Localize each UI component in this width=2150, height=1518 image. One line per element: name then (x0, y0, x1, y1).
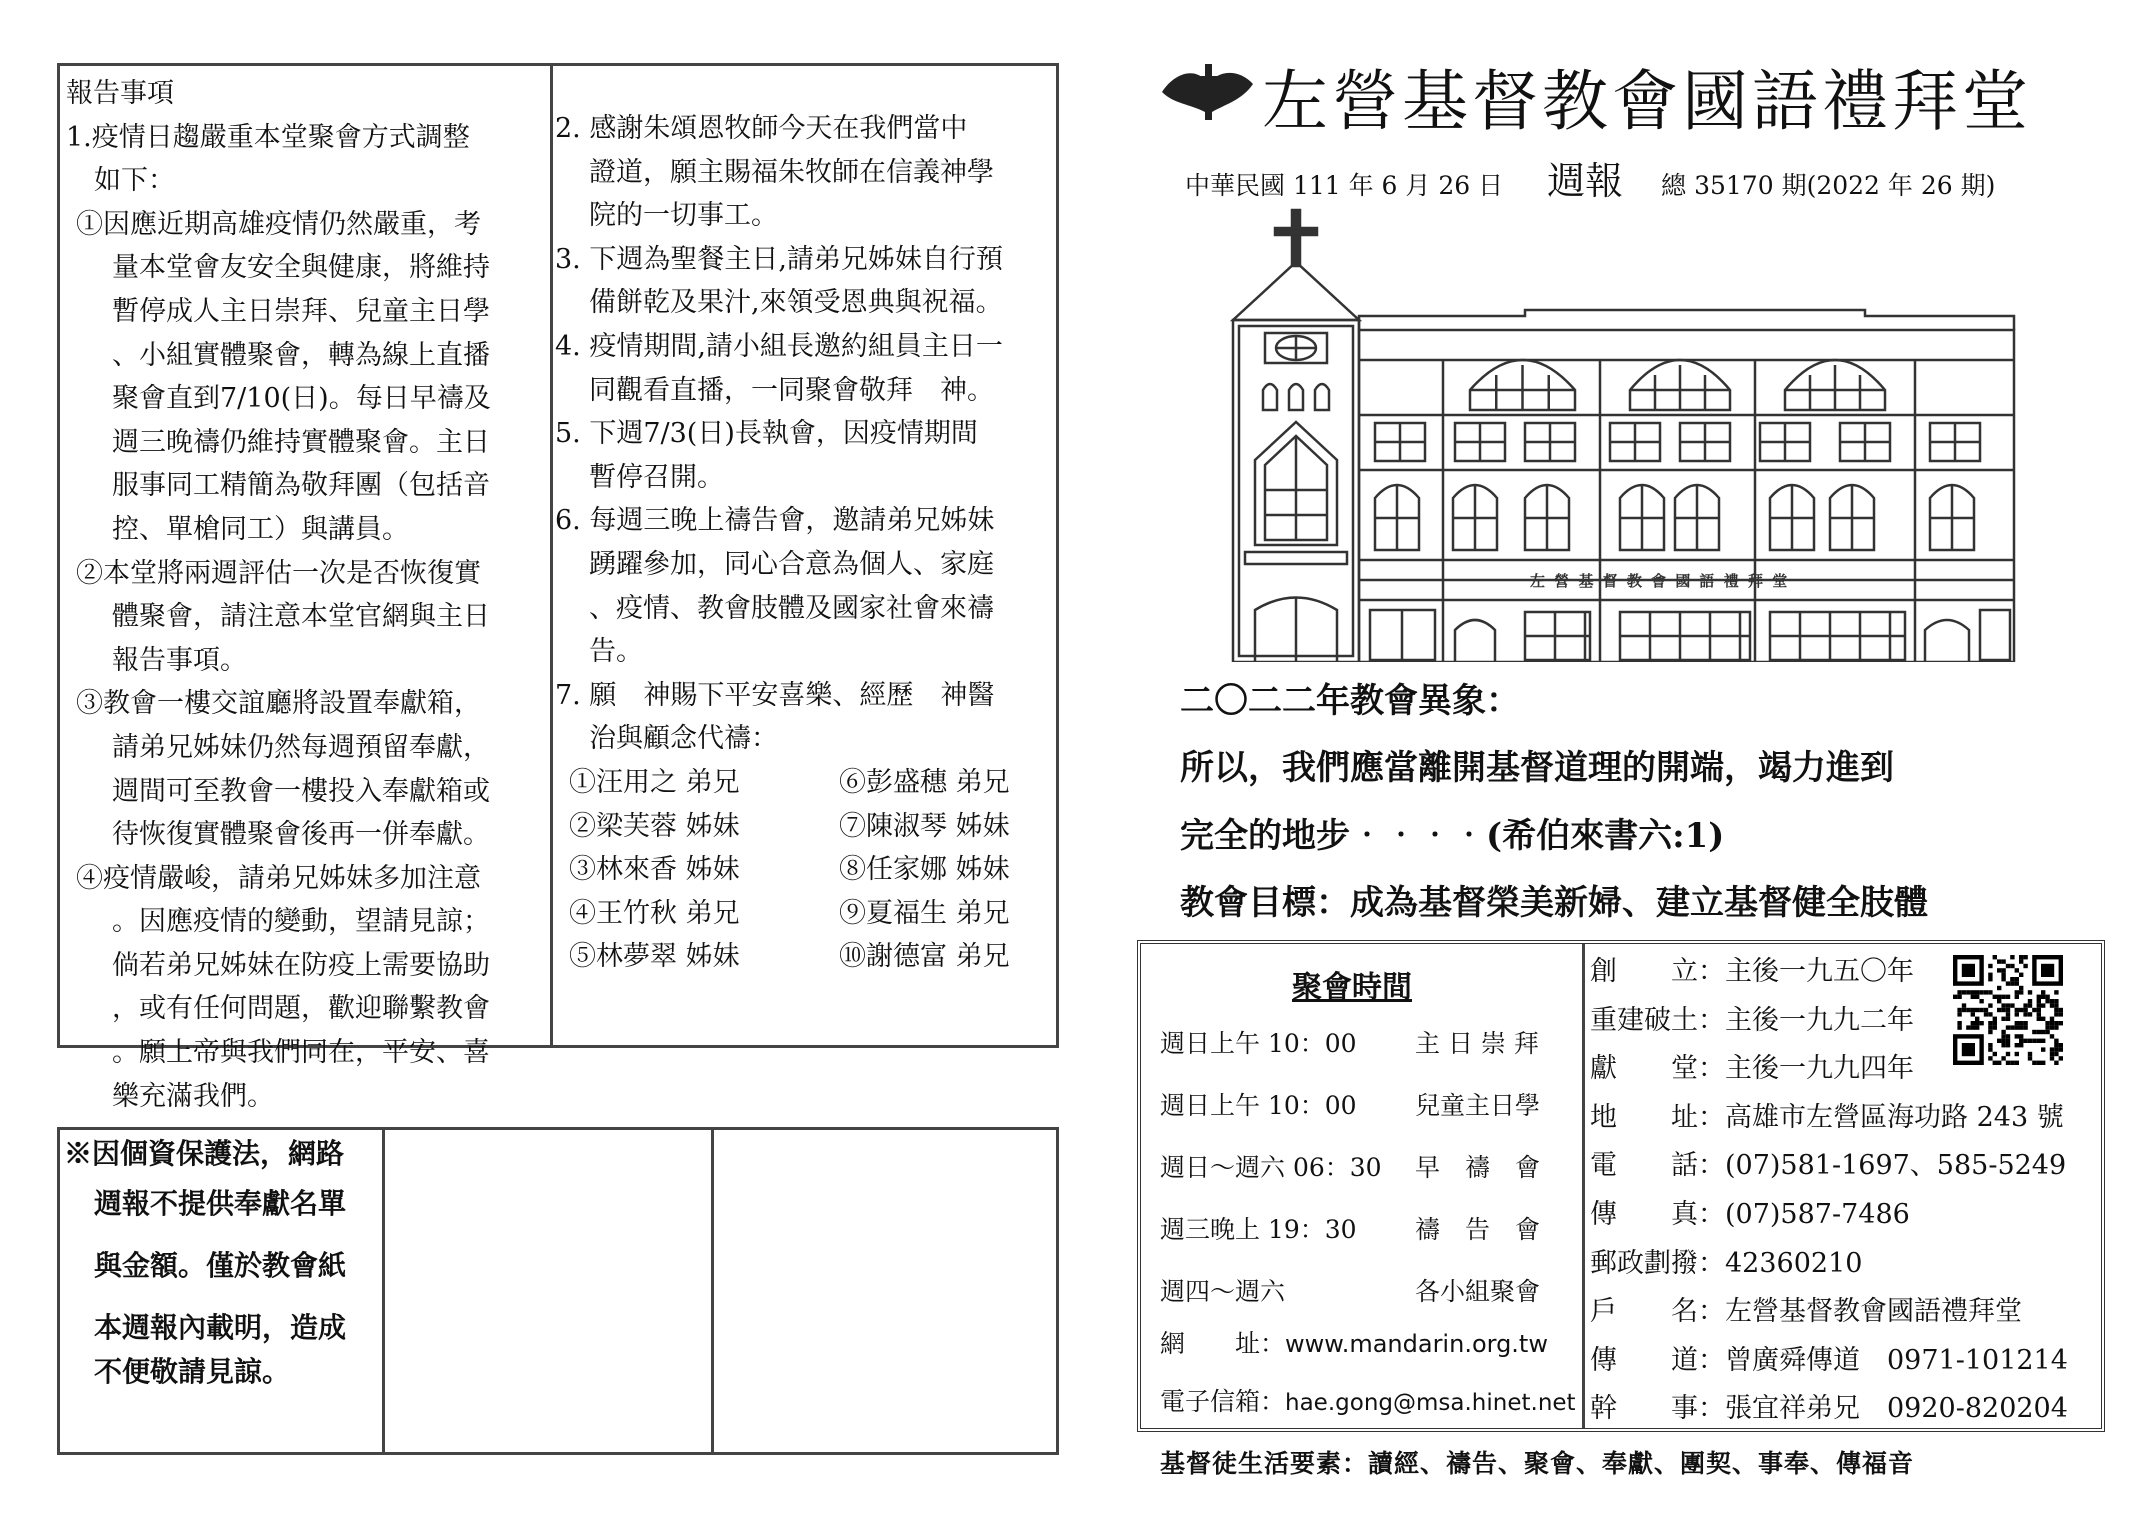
church-info-value: 張宜祥弟兄 0920-820204 (1725, 1393, 2068, 1425)
meeting-time: 週三晚上 19：30 (1160, 1215, 1357, 1244)
meeting-info-divider (1582, 944, 1585, 1428)
announcement-line: 。願上帝與我們同在，平安、喜 (112, 1037, 490, 1069)
church-info-label: 郵政劃撥： (1590, 1247, 1725, 1279)
meeting-times-list (1160, 1013, 1560, 1323)
announcement-line: 3. 下週為聖餐主日,請弟兄姊妹自行預 (555, 243, 1003, 275)
qr-code-icon[interactable] (1953, 955, 2063, 1065)
church-info-row (1590, 1240, 2068, 1289)
prayer-name: ③林來香 姊妹 (569, 854, 740, 886)
announcement-line: 週三晚禱仍維持實體聚會。主日 (112, 426, 490, 458)
church-info-value: 主後一九九四年 (1725, 1053, 1914, 1085)
announcement-line: 倘若弟兄姊妹在防疫上需要協助 (112, 949, 490, 981)
meeting-name: 主 日 崇 拜 (1415, 1029, 1539, 1058)
church-info-label: 傳 真： (1590, 1198, 1725, 1230)
announcement-line: ①因應近期高雄疫情仍然嚴重，考 (76, 208, 481, 240)
announcement-line: 、疫情、教會肢體及國家社會來禱 (589, 592, 994, 624)
bulletin-label: 週報 (1547, 159, 1624, 203)
prayer-list-row (555, 848, 1055, 892)
prayer-name: ①汪用之 弟兄 (569, 766, 740, 798)
privacy-line: 不便敬請見諒。 (94, 1355, 291, 1388)
announcements-divider (550, 63, 553, 1048)
church-info-label: 獻 堂： (1590, 1053, 1725, 1085)
announcement-line: 如下： (94, 165, 175, 197)
announcement-line: 樂充滿我們。 (112, 1080, 274, 1112)
prayer-name: ⑦陳淑琴 姊妹 (839, 810, 1010, 842)
prayer-name: ④王竹秋 弟兄 (569, 897, 740, 929)
church-info-value: (07)587-7486 (1725, 1198, 1910, 1230)
church-info-row (1590, 1142, 2068, 1191)
announcement-line: 請弟兄姊妹仍然每週預留奉獻， (112, 731, 490, 763)
email-row (1160, 1371, 1576, 1434)
church-info-label: 戶 名： (1590, 1296, 1725, 1328)
prayer-name: ⑩謝德富 弟兄 (839, 941, 1010, 973)
vision-heading: 二〇二二年教會異象： (1180, 681, 1520, 721)
announcement-line: 、小組實體聚會，轉為線上直播 (112, 339, 490, 371)
church-info-row (1590, 1385, 2068, 1434)
issue-number: 總 35170 期(2022 年 26 期) (1661, 171, 1996, 200)
church-logo (1160, 62, 1255, 122)
meeting-time: 週四～週六 (1160, 1277, 1286, 1306)
announcement-line: ③教會一樓交誼廳將設置奉獻箱， (76, 688, 481, 720)
meeting-time: 週日上午 10：00 (1160, 1029, 1357, 1058)
church-info-label: 電 話： (1590, 1150, 1725, 1182)
meeting-row (1160, 1137, 1560, 1199)
meeting-row (1160, 1013, 1560, 1075)
prayer-list-row (555, 805, 1055, 849)
church-info-row (1590, 1094, 2068, 1143)
church-info-label: 幹 事： (1590, 1393, 1725, 1425)
announcement-line: 4. 疫情期間,請小組長邀約組員主日一 (555, 330, 1003, 362)
prayer-list-row (555, 935, 1055, 979)
prayer-name: ②梁芙蓉 姊妹 (569, 810, 740, 842)
announcement-line: 。因應疫情的變動，望請見諒； (112, 906, 490, 938)
prayer-list-row (555, 892, 1055, 936)
announcement-line: 同觀看直播，一同聚會敬拜 神。 (589, 374, 994, 406)
announcement-line: 控、單槍同工）與講員。 (112, 513, 409, 545)
privacy-line: 與金額。僅於教會紙 (94, 1249, 347, 1282)
announcement-line: 1.疫情日趨嚴重本堂聚會方式調整 (66, 121, 470, 153)
announcement-line: ④疫情嚴峻，請弟兄姊妹多加注意 (76, 862, 481, 894)
church-info-value: (07)581-1697、585-5249 (1725, 1150, 2067, 1182)
meeting-name: 早 禱 會 (1415, 1153, 1541, 1182)
announcement-line: 量本堂會友安全與健康，將維持 (112, 252, 490, 284)
announcement-line: 暫停召開。 (589, 461, 724, 493)
prayer-name: ⑧任家娜 姊妹 (839, 854, 1010, 886)
announcement-line: ②本堂將兩週評估一次是否恢復實 (76, 557, 481, 589)
footer-essentials: 基督徒生活要素：讀經、禱告、聚會、奉獻、團契、事奉、傳福音 (1160, 1449, 1915, 1478)
announcement-line: 體聚會，請注意本堂官網與主日 (112, 601, 490, 633)
privacy-divider-1 (382, 1127, 385, 1455)
announcement-line: 報告事項。 (112, 644, 247, 676)
meeting-row (1160, 1075, 1560, 1137)
announcement-line: 服事同工精簡為敬拜團（包括音 (112, 470, 490, 502)
issue-line (1185, 150, 1995, 205)
meeting-times-title: 聚會時間 (1292, 970, 1412, 1005)
website-row (1160, 1313, 1548, 1375)
church-info-label: 地 址： (1590, 1101, 1725, 1133)
church-building-illustration (1225, 200, 2020, 662)
church-info-label: 傳 道： (1590, 1344, 1725, 1376)
announcement-line: 6. 每週三晚上禱告會，邀請弟兄姊妹 (555, 505, 995, 537)
church-info-label: 創 立： (1590, 956, 1725, 987)
prayer-list-row (555, 761, 1055, 805)
announcement-line: 院的一切事工。 (589, 200, 778, 232)
announcement-line: 治與顧念代禱： (589, 723, 778, 755)
announcement-line: 週間可至教會一樓投入奉獻箱或 (112, 775, 490, 807)
church-info-value: 左營基督教會國語禮拜堂 (1725, 1296, 2022, 1328)
privacy-notice-text (64, 1132, 346, 1394)
vision-verse-line1: 所以，我們應當離開基督道理的開端，竭力進到 (1180, 748, 1894, 788)
church-info-value: 主後一九五〇年 (1725, 956, 1914, 987)
church-info-value: 曾廣舜傳道 0971-101214 (1725, 1344, 2068, 1376)
privacy-divider-2 (711, 1127, 714, 1455)
privacy-line: 本週報內載明，造成 (94, 1311, 347, 1344)
announcement-line: 證道，願主賜福朱牧師在信義神學 (589, 156, 994, 188)
website-link[interactable]: www.mandarin.org.tw (1285, 1330, 1548, 1358)
announcement-line: 5. 下週7/3(日)長執會，因疫情期間 (555, 418, 978, 450)
announcement-line: 2. 感謝朱頌恩牧師今天在我們當中 (555, 113, 968, 144)
vision-verse-line2: 完全的地步‧‧‧‧(希伯來書六:1) (1180, 816, 1725, 856)
meeting-name: 兒童主日學 (1415, 1091, 1541, 1120)
announcement-line: 告。 (589, 636, 643, 668)
email-label: 電子信箱： (1160, 1387, 1286, 1416)
church-info-label: 重建破土： (1590, 1004, 1725, 1036)
privacy-line: 週報不提供奉獻名單 (94, 1187, 347, 1220)
meeting-time: 週日上午 10：00 (1160, 1091, 1357, 1120)
church-info-row (1590, 1337, 2068, 1386)
announcement-line: 待恢復實體聚會後再一併奉獻。 (112, 819, 490, 851)
church-info-value: 主後一九九二年 (1725, 1004, 1914, 1036)
announcement-line: 聚會直到7/10(日)。每日早禱及 (112, 383, 491, 415)
prayer-name: ⑤林夢翠 姊妹 (569, 941, 740, 973)
prayer-name: ⑨夏福生 弟兄 (839, 897, 1010, 929)
announcement-line: 暫停成人主日崇拜、兒童主日學 (112, 295, 490, 327)
announcement-line: 踴躍參加，同心合意為個人、家庭 (589, 548, 994, 580)
meeting-name: 禱 告 會 (1415, 1215, 1541, 1244)
prayer-name: ⑥彭盛穗 弟兄 (839, 766, 1010, 798)
church-info-row (1590, 1288, 2068, 1337)
announcements-col2 (555, 107, 1055, 979)
church-goal: 教會目標：成為基督榮美新婦、建立基督健全肢體 (1180, 883, 1928, 923)
announcement-line: 備餅乾及果汁,來領受恩典與祝福。 (589, 287, 1003, 319)
church-info-value: 42360210 (1725, 1247, 1863, 1279)
building-windows (1225, 200, 2020, 662)
meeting-time: 週日～週六 06：30 (1160, 1153, 1382, 1182)
announcement-line: ，或有任何問題，歡迎聯繫教會 (112, 993, 490, 1025)
church-title: 左營基督教會國語禮拜堂 (1262, 63, 2032, 140)
church-info-value: 高雄市左營區海功路 243 號 (1725, 1101, 2064, 1133)
email-link[interactable]: hae.gong@msa.hinet.net (1285, 1390, 1576, 1416)
announcements-col1 (66, 72, 546, 1118)
announcements-heading: 報告事項 (66, 78, 174, 109)
website-label: 網 址： (1160, 1329, 1286, 1358)
church-info-row (1590, 1191, 2068, 1240)
meeting-name: 各小組聚會 (1415, 1277, 1541, 1306)
privacy-line: ※因個資保護法，網路 (64, 1137, 345, 1170)
issue-date: 中華民國 111 年 6 月 26 日 (1185, 171, 1504, 200)
meeting-row (1160, 1199, 1560, 1261)
building-sign: 左 營 基 督 教 會 國 語 禮 拜 堂 (1530, 572, 1790, 590)
announcement-line: 7. 願 神賜下平安喜樂、經歷 神醫 (555, 679, 995, 711)
